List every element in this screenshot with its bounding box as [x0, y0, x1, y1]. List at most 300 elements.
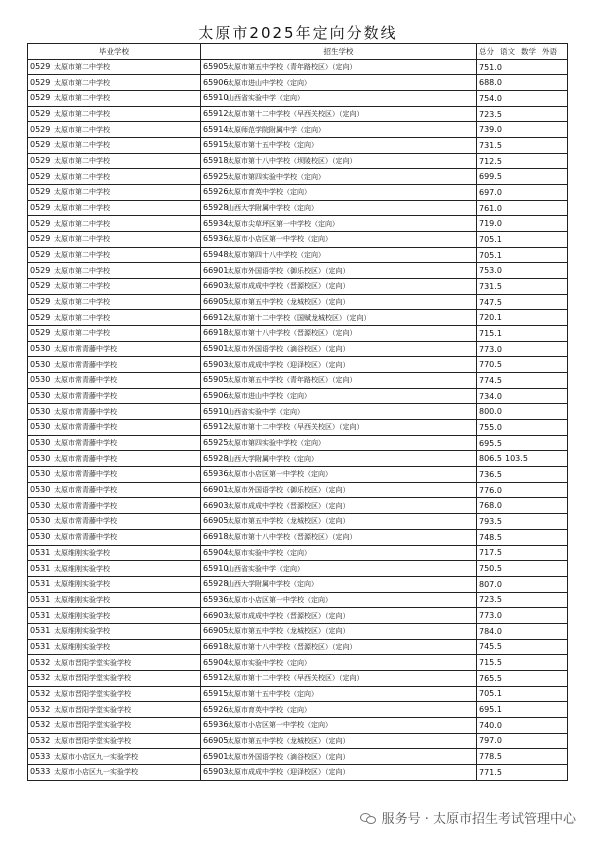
table-row: [28, 169, 568, 185]
scores-cell: [477, 75, 568, 91]
grad-school-code: 0529: [30, 297, 51, 307]
grad-school-name: 太原市晋阳学堂实验学校: [54, 674, 131, 683]
total-score: 773.0: [479, 344, 502, 354]
table-row: [28, 451, 568, 467]
grad-school-name: 太原市小店区九一实验学校: [54, 752, 138, 761]
enroll-school-name: 太原市成成中学校（晋源校区）（定向）: [227, 611, 350, 620]
table-row: [28, 91, 568, 107]
enroll-school-name: 山西省实验中学（定向）: [227, 564, 304, 573]
grad-school-cell: [28, 310, 201, 326]
scores-cell: [477, 169, 568, 185]
grad-school-cell: [28, 733, 201, 749]
grad-school-name: 太原市常青藤中学校: [54, 423, 117, 432]
total-score: 731.5: [479, 281, 502, 291]
table-row: [28, 185, 568, 201]
table-row: [28, 200, 568, 216]
grad-school-cell: [28, 655, 201, 671]
enroll-school-cell: [201, 576, 477, 592]
table-body: [28, 59, 568, 780]
table-row: [28, 357, 568, 373]
grad-school-cell: [28, 326, 201, 342]
header-english: 外语: [542, 46, 557, 56]
enroll-school-code: 65936: [203, 234, 229, 244]
enroll-school-cell: [201, 138, 477, 154]
grad-school-name: 太原市第二中学校: [54, 329, 110, 338]
scores-cell: [477, 733, 568, 749]
enroll-school-name: 太原市第五中学校（龙城校区）（定向）: [227, 627, 350, 636]
grad-school-cell: [28, 545, 201, 561]
enroll-school-name: 太原市第五中学校（龙城校区）（定向）: [227, 736, 350, 745]
scores-cell: [477, 420, 568, 436]
grad-school-code: 0532: [30, 735, 51, 745]
grad-school-name: 太原维刚实验学校: [54, 564, 110, 573]
scores-cell: [477, 185, 568, 201]
enroll-school-name: 太原市进山中学校（定向）: [227, 392, 311, 401]
enroll-school-code: 66903: [203, 610, 229, 620]
grad-school-cell: [28, 91, 201, 107]
scores-cell: [477, 106, 568, 122]
grad-school-code: 0530: [30, 469, 51, 479]
grad-school-cell: [28, 106, 201, 122]
enroll-school-name: 太原市尖草坪区第一中学校（定向）: [227, 219, 339, 228]
enroll-school-cell: [201, 451, 477, 467]
grad-school-code: 0532: [30, 673, 51, 683]
enroll-school-name: 太原市实验中学校（定向）: [227, 548, 311, 557]
enroll-school-name: 太原市育英中学校（定向）: [227, 188, 311, 197]
enroll-school-cell: [201, 749, 477, 765]
total-score: 695.1: [479, 705, 502, 715]
table-row: [28, 686, 568, 702]
grad-school-code: 0531: [30, 610, 51, 620]
grad-school-name: 太原市第二中学校: [54, 188, 110, 197]
grad-school-code: 0531: [30, 547, 51, 557]
enroll-school-name: 太原市第十八中学校（坝陵校区）（定向）: [227, 157, 357, 166]
total-score: 784.0: [479, 626, 502, 636]
grad-school-cell: [28, 514, 201, 530]
scores-cell: [477, 498, 568, 514]
grad-school-code: 0531: [30, 579, 51, 589]
total-score: 705.1: [479, 234, 502, 244]
grad-school-cell: [28, 623, 201, 639]
grad-school-code: 0530: [30, 359, 51, 369]
total-score: 753.0: [479, 266, 502, 276]
enroll-school-name: 太原市第十五中学校（定向）: [227, 689, 318, 698]
table-row: [28, 702, 568, 718]
grad-school-name: 太原市常青藤中学校: [54, 345, 117, 354]
enroll-school-name: 太原市第十二中学校（早西关校区）（定向）: [227, 674, 364, 683]
enroll-school-code: 66903: [203, 500, 229, 510]
total-score: 747.5: [479, 297, 502, 307]
enroll-school-code: 65948: [203, 250, 229, 260]
table-row: [28, 435, 568, 451]
enroll-school-name: 太原市第四实验中学校（定向）: [227, 172, 325, 181]
grad-school-name: 太原市常青藤中学校: [54, 470, 117, 479]
enroll-school-code: 66918: [203, 641, 229, 651]
enroll-school-name: 太原市第四十八中学校（定向）: [227, 251, 325, 260]
total-score: 739.0: [479, 125, 502, 135]
grad-school-cell: [28, 373, 201, 389]
enroll-school-cell: [201, 373, 477, 389]
watermark: [360, 808, 576, 827]
enroll-school-code: 66905: [203, 297, 229, 307]
grad-school-name: 太原市晋阳学堂实验学校: [54, 736, 131, 745]
grad-school-code: 0530: [30, 532, 51, 542]
grad-school-cell: [28, 592, 201, 608]
enroll-school-code: 65928: [203, 579, 229, 589]
table-row: [28, 247, 568, 263]
grad-school-name: 太原维刚实验学校: [54, 595, 110, 604]
enroll-school-code: 65926: [203, 704, 229, 714]
enroll-school-cell: [201, 545, 477, 561]
grad-school-code: 0533: [30, 751, 51, 761]
enroll-school-code: 65910: [203, 406, 229, 416]
grad-school-code: 0530: [30, 485, 51, 495]
total-score: 715.1: [479, 328, 502, 338]
grad-school-code: 0529: [30, 203, 51, 213]
page-title: 太原市2025年定向分数线: [198, 24, 398, 42]
total-score: 715.5: [479, 658, 502, 668]
grad-school-code: 0529: [30, 171, 51, 181]
total-score: 778.5: [479, 752, 502, 762]
grad-school-name: 太原市第二中学校: [54, 282, 110, 291]
enroll-school-code: 65912: [203, 673, 229, 683]
total-score: 773.0: [479, 611, 502, 621]
table-row: [28, 545, 568, 561]
grad-school-name: 太原市常青藤中学校: [54, 533, 117, 542]
enroll-school-code: 66905: [203, 735, 229, 745]
table-row: [28, 623, 568, 639]
table-row: [28, 404, 568, 420]
scores-cell: [477, 670, 568, 686]
table-header-row: [28, 44, 568, 60]
scores-cell: [477, 357, 568, 373]
table-row: [28, 341, 568, 357]
table-row: [28, 467, 568, 483]
enroll-school-cell: [201, 310, 477, 326]
grad-school-code: 0530: [30, 375, 51, 385]
grad-school-name: 太原维刚实验学校: [54, 580, 110, 589]
total-score: 723.5: [479, 595, 502, 605]
enroll-school-code: 65912: [203, 109, 229, 119]
scores-cell: [477, 59, 568, 75]
table-row: [28, 373, 568, 389]
grad-school-name: 太原市第二中学校: [54, 313, 110, 322]
table-row: [28, 388, 568, 404]
table-row: [28, 655, 568, 671]
grad-school-code: 0530: [30, 516, 51, 526]
enroll-school-cell: [201, 670, 477, 686]
grad-school-code: 0529: [30, 140, 51, 150]
enroll-school-cell: [201, 608, 477, 624]
total-score: 761.0: [479, 203, 502, 213]
enroll-school-name: 太原市第十八中学校（晋源校区）（定向）: [227, 642, 357, 651]
scores-cell: [477, 435, 568, 451]
enroll-school-cell: [201, 153, 477, 169]
grad-school-cell: [28, 232, 201, 248]
enroll-school-name: 太原市成成中学校（迎泽校区）（定向）: [227, 768, 350, 777]
enroll-school-code: 65903: [203, 359, 229, 369]
grad-school-cell: [28, 608, 201, 624]
enroll-school-name: 太原市第十八中学校（晋源校区）（定向）: [227, 533, 357, 542]
enroll-school-code: 66901: [203, 485, 229, 495]
grad-school-cell: [28, 247, 201, 263]
header-total: 总分: [479, 46, 494, 56]
table-row: [28, 232, 568, 248]
total-score: 740.0: [479, 720, 502, 730]
enroll-school-name: 太原市小店区第一中学校（定向）: [227, 470, 332, 479]
enroll-school-cell: [201, 341, 477, 357]
enroll-school-cell: [201, 404, 477, 420]
enroll-school-code: 65915: [203, 140, 229, 150]
total-score: 800.0: [479, 407, 502, 417]
grad-school-cell: [28, 216, 201, 232]
enroll-school-cell: [201, 764, 477, 780]
enroll-school-cell: [201, 592, 477, 608]
enroll-school-cell: [201, 482, 477, 498]
grad-school-code: 0529: [30, 124, 51, 134]
grad-school-code: 0531: [30, 641, 51, 651]
scores-cell: [477, 608, 568, 624]
total-score: 720.1: [479, 313, 502, 323]
enroll-school-code: 65910: [203, 93, 229, 103]
enroll-school-name: 太原市外国语学校（滴谷校区）（定向）: [227, 345, 350, 354]
total-score: 688.0: [479, 78, 502, 88]
total-score: 751.0: [479, 62, 502, 72]
enroll-school-name: 太原市第五中学校（龙城校区）（定向）: [227, 517, 350, 526]
grad-school-code: 0531: [30, 594, 51, 604]
table-row: [28, 733, 568, 749]
scores-cell: [477, 702, 568, 718]
enroll-school-cell: [201, 733, 477, 749]
scores-cell: [477, 576, 568, 592]
enroll-school-name: 太原市外国语学校（御乐校区）（定向）: [227, 266, 350, 275]
grad-school-name: 太原市常青藤中学校: [54, 501, 117, 510]
grad-school-name: 太原市第二中学校: [54, 63, 110, 71]
total-score: 712.5: [479, 156, 502, 166]
total-score: 731.5: [479, 140, 502, 150]
enroll-school-cell: [201, 702, 477, 718]
enroll-school-name: 太原市第十二中学校（早西关校区）（定向）: [227, 110, 364, 119]
score-table: [27, 43, 568, 781]
enroll-school-cell: [201, 185, 477, 201]
grad-school-cell: [28, 138, 201, 154]
table-row: [28, 482, 568, 498]
enroll-school-cell: [201, 514, 477, 530]
enroll-school-name: 山西大学附属中学校（定向）: [227, 454, 318, 463]
enroll-school-name: 太原市进山中学校（定向）: [227, 78, 311, 87]
table-row: [28, 138, 568, 154]
grad-school-code: 0529: [30, 77, 51, 87]
table-row: [28, 561, 568, 577]
enroll-school-code: 65926: [203, 187, 229, 197]
enroll-school-name: 山西大学附属中学校（定向）: [227, 580, 318, 589]
grad-school-cell: [28, 764, 201, 780]
grad-school-name: 太原市晋阳学堂实验学校: [54, 689, 131, 698]
grad-school-code: 0532: [30, 720, 51, 730]
header-math: 数学: [521, 46, 536, 56]
table-row: [28, 216, 568, 232]
grad-school-code: 0530: [30, 344, 51, 354]
grad-school-cell: [28, 59, 201, 75]
enroll-school-code: 65905: [203, 375, 229, 385]
table-row: [28, 279, 568, 295]
enroll-school-name: 太原市第十五中学校（定向）: [227, 141, 318, 150]
table-row: [28, 420, 568, 436]
enroll-school-code: 66918: [203, 532, 229, 542]
grad-school-code: 0529: [30, 156, 51, 166]
grad-school-name: 太原市第二中学校: [54, 235, 110, 244]
table-row: [28, 122, 568, 138]
enroll-school-name: 太原市第十二中学校（早西关校区）（定向）: [227, 423, 364, 432]
enroll-school-code: 65905: [203, 62, 229, 71]
scores-cell: [477, 138, 568, 154]
scores-cell: [477, 482, 568, 498]
enroll-school-cell: [201, 279, 477, 295]
enroll-school-cell: [201, 232, 477, 248]
grad-school-name: 太原维刚实验学校: [54, 642, 110, 651]
enroll-school-code: 65936: [203, 720, 229, 730]
grad-school-name: 太原市第二中学校: [54, 298, 110, 307]
enroll-school-cell: [201, 498, 477, 514]
total-score: 705.1: [479, 689, 502, 699]
grad-school-cell: [28, 702, 201, 718]
total-score: 745.5: [479, 642, 502, 652]
enroll-school-code: 65914: [203, 124, 229, 134]
enroll-school-name: 太原市第五中学校（龙城校区）（定向）: [227, 298, 350, 307]
grad-school-code: 0530: [30, 438, 51, 448]
table-row: [28, 576, 568, 592]
enroll-school-code: 65928: [203, 203, 229, 213]
enroll-school-code: 65901: [203, 344, 229, 354]
grad-school-code: 0529: [30, 218, 51, 228]
grad-school-code: 0533: [30, 767, 51, 777]
enroll-school-name: 山西省实验中学（定向）: [227, 94, 304, 103]
table-row: [28, 75, 568, 91]
scores-cell: [477, 514, 568, 530]
enroll-school-cell: [201, 294, 477, 310]
grad-school-name: 太原市常青藤中学校: [54, 360, 117, 369]
header-chinese: 语文: [500, 46, 515, 56]
wechat-icon: [360, 812, 376, 824]
enroll-school-name: 太原市第五中学校（青年路校区）（定向）: [227, 63, 357, 71]
enroll-school-cell: [201, 326, 477, 342]
grad-school-cell: [28, 294, 201, 310]
grad-school-cell: [28, 388, 201, 404]
grad-school-code: 0532: [30, 688, 51, 698]
scores-cell: [477, 216, 568, 232]
enroll-school-code: 66905: [203, 626, 229, 636]
table-row: [28, 153, 568, 169]
enroll-school-name: 山西省实验中学（定向）: [227, 407, 304, 416]
total-score: 776.0: [479, 485, 502, 495]
enroll-school-code: 65918: [203, 156, 229, 166]
total-score: 717.5: [479, 548, 502, 558]
table-row: [28, 529, 568, 545]
grad-school-name: 太原市晋阳学堂实验学校: [54, 705, 131, 714]
enroll-school-code: 66905: [203, 516, 229, 526]
enroll-school-code: 65936: [203, 594, 229, 604]
enroll-school-cell: [201, 247, 477, 263]
scores-cell: [477, 232, 568, 248]
total-score: 705.1: [479, 250, 502, 260]
total-score: 755.0: [479, 422, 502, 432]
total-score: 699.5: [479, 172, 502, 182]
enroll-school-name: 太原市成成中学校（迎泽校区）（定向）: [227, 360, 350, 369]
watermark-text: 服务号 · 太原市招生考试管理中心: [381, 812, 576, 827]
grad-school-name: 太原市第二中学校: [54, 125, 110, 134]
total-score: 723.5: [479, 109, 502, 119]
total-score: 770.5: [479, 360, 502, 370]
enroll-school-cell: [201, 122, 477, 138]
scores-cell: [477, 200, 568, 216]
enroll-school-cell: [201, 420, 477, 436]
table-row: [28, 717, 568, 733]
grad-school-cell: [28, 467, 201, 483]
scores-cell: [477, 153, 568, 169]
grad-school-code: 0530: [30, 500, 51, 510]
grad-school-code: 0529: [30, 187, 51, 197]
enroll-school-name: 太原市实验中学校（定向）: [227, 658, 311, 667]
grad-school-cell: [28, 341, 201, 357]
scores-cell: [477, 561, 568, 577]
grad-school-cell: [28, 185, 201, 201]
grad-school-cell: [28, 670, 201, 686]
scores-cell: [477, 341, 568, 357]
grad-school-name: 太原市第二中学校: [54, 266, 110, 275]
enroll-school-name: 太原市小店区第一中学校（定向）: [227, 721, 332, 730]
enroll-school-code: 65904: [203, 547, 229, 557]
enroll-school-name: 太原市小店区第一中学校（定向）: [227, 595, 332, 604]
enroll-school-cell: [201, 623, 477, 639]
grad-school-name: 太原市第二中学校: [54, 157, 110, 166]
enroll-school-code: 65906: [203, 391, 229, 401]
scores-cell: [477, 623, 568, 639]
grad-school-name: 太原市第二中学校: [54, 78, 110, 87]
grad-school-code: 0530: [30, 391, 51, 401]
enroll-school-code: 65904: [203, 657, 229, 667]
total-score: 748.5: [479, 532, 502, 542]
scores-cell: [477, 373, 568, 389]
grad-school-cell: [28, 75, 201, 91]
enroll-school-code: 65934: [203, 218, 229, 228]
grad-school-cell: [28, 498, 201, 514]
enroll-school-code: 65928: [203, 453, 229, 463]
enroll-school-cell: [201, 91, 477, 107]
grad-school-name: 太原维刚实验学校: [54, 611, 110, 620]
enroll-school-cell: [201, 59, 477, 75]
scores-cell: [477, 388, 568, 404]
enroll-school-name: 太原市育英中学校（定向）: [227, 705, 311, 714]
enroll-school-code: 65912: [203, 422, 229, 432]
enroll-school-name: 太原市小店区第一中学校（定向）: [227, 235, 332, 244]
grad-school-code: 0529: [30, 93, 51, 103]
grad-school-code: 0531: [30, 626, 51, 636]
grad-school-cell: [28, 169, 201, 185]
grad-school-code: 0529: [30, 62, 51, 71]
grad-school-cell: [28, 639, 201, 655]
table-row: [28, 670, 568, 686]
grad-school-name: 太原市常青藤中学校: [54, 376, 117, 385]
table-row: [28, 294, 568, 310]
total-score: 793.5: [479, 516, 502, 526]
table-row: [28, 59, 568, 75]
grad-school-cell: [28, 263, 201, 279]
grad-school-code: 0532: [30, 704, 51, 714]
enroll-school-code: 65915: [203, 688, 229, 698]
scores-cell: [477, 279, 568, 295]
header-grad-school: 毕业学校: [28, 44, 201, 60]
grad-school-cell: [28, 153, 201, 169]
